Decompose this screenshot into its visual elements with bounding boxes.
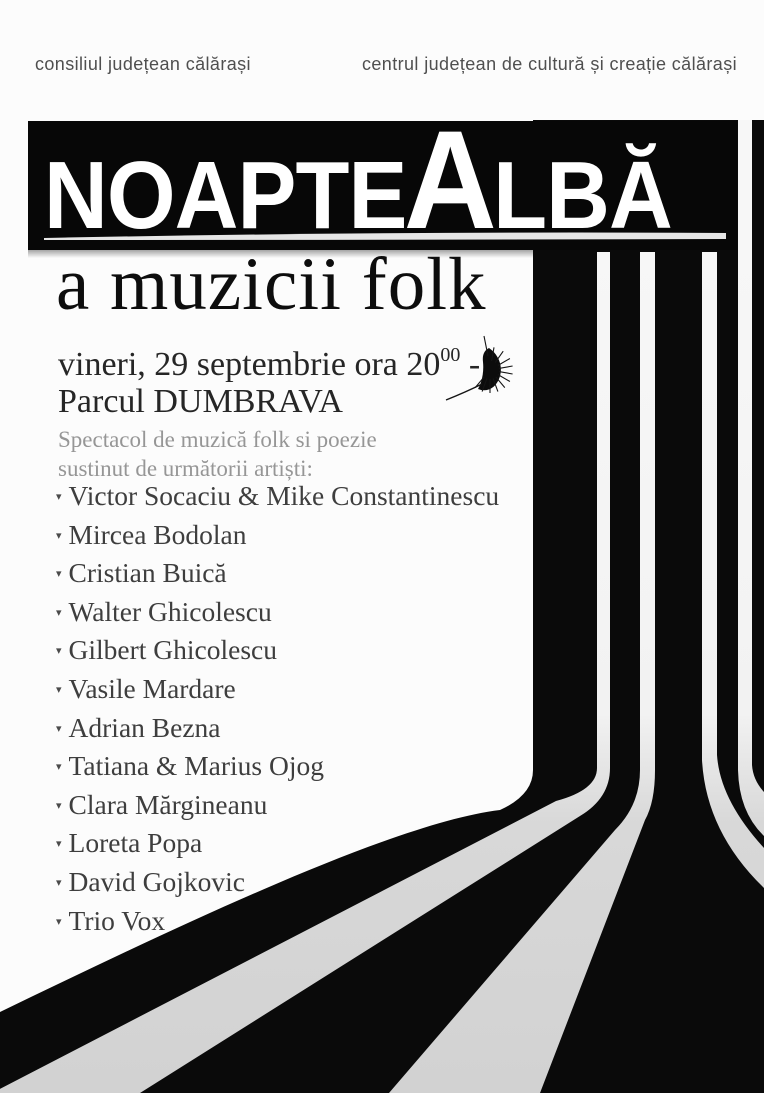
artist-name: Vasile Mardare (68, 672, 236, 704)
triangle-bullet-icon: ▾ (56, 644, 62, 658)
title-part-big-a: A (403, 101, 496, 258)
triangle-bullet-icon: ▾ (56, 914, 62, 928)
artist-name: Adrian Bezna (68, 711, 221, 743)
triangle-bullet-icon: ▾ (56, 837, 62, 851)
triangle-bullet-icon: ▾ (56, 798, 62, 812)
artist-item (56, 789, 499, 828)
artist-name: Cristian Buică (68, 557, 227, 589)
event-time-superscript: 00 (440, 344, 461, 366)
event-dateline (58, 344, 480, 383)
triangle-bullet-icon: ▾ (56, 605, 62, 619)
triangle-bullet-icon: ▾ (56, 682, 62, 696)
artist-list (56, 480, 499, 943)
artist-item (56, 866, 499, 905)
header-left-org: consiliul județean călărași (35, 54, 251, 74)
artist-name: Clara Mărgineanu (68, 788, 268, 820)
description-line-1: Spectacol de muzică folk si poezie (58, 427, 377, 452)
artist-item (56, 557, 499, 596)
artist-name: David Gojkovic (68, 865, 245, 897)
artist-name: Mircea Bodolan (68, 518, 247, 550)
artist-item (56, 712, 499, 751)
triangle-bullet-icon: ▾ (56, 567, 62, 581)
triangle-bullet-icon: ▾ (56, 875, 62, 889)
artist-item (56, 827, 499, 866)
artist-item (56, 480, 499, 519)
event-venue: Parcul DUMBRAVA (58, 383, 343, 420)
artist-item (56, 673, 499, 712)
event-date-text: vineri, 29 septembrie ora 20 (58, 346, 441, 383)
artist-item (56, 750, 499, 789)
triangle-bullet-icon: ▾ (56, 721, 62, 735)
poster-title (44, 101, 672, 258)
artist-name: Walter Ghicolescu (68, 595, 272, 627)
artist-name: Trio Vox (68, 904, 166, 936)
artist-name: Tatiana & Marius Ojog (68, 750, 324, 782)
triangle-bullet-icon: ▾ (56, 760, 62, 774)
artist-item (56, 634, 499, 673)
artist-name: Victor Socaciu & Mike Constantinescu (68, 480, 500, 511)
event-dash: - (460, 346, 481, 383)
triangle-bullet-icon: ▾ (56, 490, 62, 503)
triangle-bullet-icon: ▾ (56, 528, 62, 542)
title-part-noapte: NOAPTE (44, 142, 407, 249)
artist-item (56, 519, 499, 558)
title-part-lba: LBĂ (493, 142, 672, 249)
header-right-org: centrul județean de cultură și creație călărași (362, 54, 737, 74)
artist-item (56, 596, 499, 635)
artist-name: Loreta Popa (68, 827, 203, 859)
event-description (58, 425, 377, 483)
artist-item (56, 905, 499, 944)
poster-subtitle: a muzicii folk (56, 243, 487, 326)
artist-name: Gilbert Ghicolescu (68, 634, 278, 666)
description-line-2: sustinut de următorii artiști: (58, 456, 313, 481)
